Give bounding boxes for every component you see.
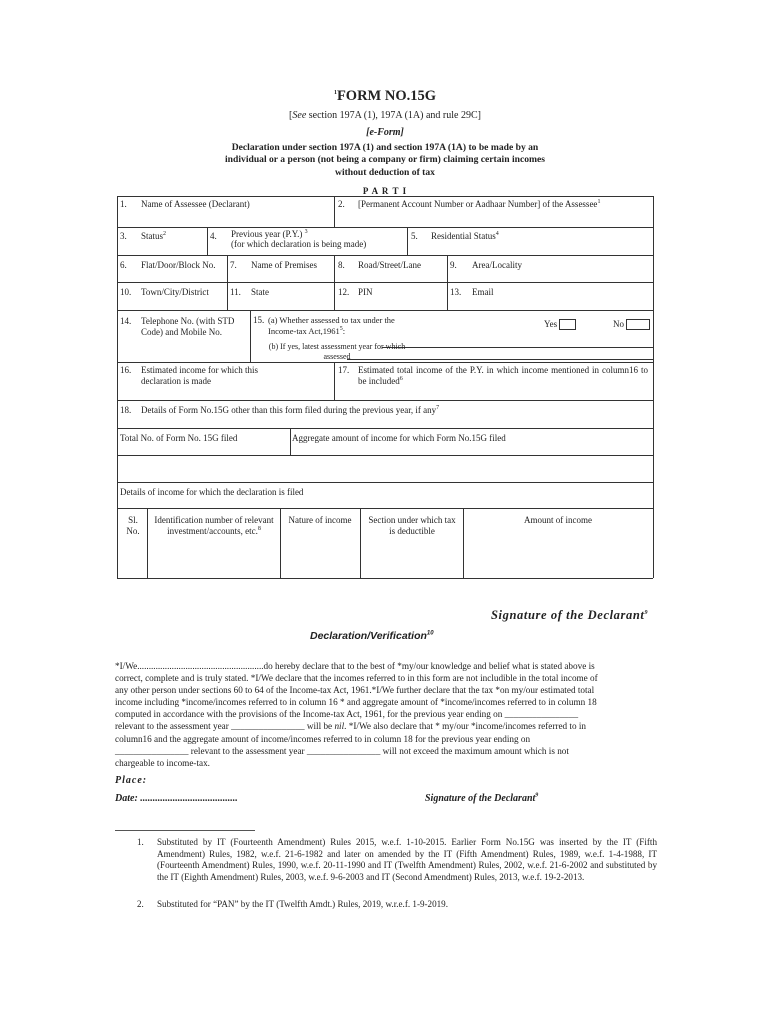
town-city-label: Town/City/District	[141, 287, 209, 297]
assessee-name-label: Name of Assessee (Declarant)	[141, 199, 250, 209]
field-3-number: 3.	[120, 231, 127, 241]
field-10-number: 10.	[120, 287, 132, 297]
yes-label: Yes	[544, 319, 558, 329]
road-street-label: Road/Street/Lane	[358, 260, 421, 270]
form-title: $^1$FORM NO.15G	[333, 88, 437, 104]
col-section: Section under which tax is deductible	[368, 515, 456, 536]
no-label: No	[613, 319, 624, 329]
declarant-signature-label: Signature of the Declarant$^9$	[491, 608, 649, 622]
latest-assessment-year-label: (b) If yes, latest assessment year for which assessed	[268, 342, 406, 361]
verification-heading: Declaration/Verification$^{10}$	[310, 630, 434, 642]
field-6-number: 6.	[120, 260, 127, 270]
footnote-1-text: Substituted by IT (Fourteenth Amendment) Rules 2015, w.e.f. 1-10-2015. Earlier Form No.15G was inserted by the IT (Fifth Amendment) Rules, 1982, w.e.f. 21-6-1982 and later on amended by the IT (Fifth Amendment) Rules, 1989, w.e.f. 1-4-1988, IT (Fourteenth Amendment) Rules, 1990, w.e.f. 20-11-1990 and IT (Twelfth Amendment) Rules, 2002, w.e.f. 21-6-2002 and substituted by the IT (Eighth Amendment) Rules, 2003, w.e.f. 9-6-2003 and IT (Second Amendment) Rules, 2013, w.e.f. 19-2-2013.	[157, 837, 657, 883]
field-16-number: 16.	[120, 365, 132, 375]
residential-status-label: Residential Status$^4$	[431, 231, 499, 241]
field-9-number: 9.	[450, 260, 457, 270]
field-13-number: 13.	[450, 287, 462, 297]
previous-year-note: (for which declaration is being made)	[231, 239, 367, 249]
col-sl-no: Sl. No.	[126, 515, 140, 536]
form-reference: [See section 197A (1), 197A (1A) and rule 29C]	[289, 110, 481, 121]
eform-label: [e-Form]	[366, 127, 404, 138]
col-nature-of-income: Nature of income	[288, 515, 352, 525]
assessed-to-tax-label: (a) Whether assessed to tax under the Income-tax Act,1961$^5$:	[268, 315, 395, 336]
previous-forms-label: Details of Form No.15G other than this form filed during the previous year, if any$^7$	[141, 405, 440, 415]
declaration-paragraph: *I/We.......................................................do hereby declare that to the best of *my/our knowledge and belief what is stated above is correct, complete and is truly stated. *I/We declare that the incomes referred to in this form are not includible in the total income of any other person under sections 60 to 64 of the Income-tax Act, 1961.*I/We further declare that the tax *on my/our estimated total income including *income/incomes referred to in column 16 * and aggregate amount of *income/incomes referred to in column 18 computed in accordance with the provisions of the Income-tax Act, 1961, for the previous year ending on ________________ relevant to the assessment year ________________ will be nil. *I/We also declare that * my/our *income/incomes referred to in column16 and the aggregate amount of income/incomes referred to in column 18 for the previous year ending on ________________ relevant to the assessment year ________________ will not exceed the maximum amount which is not chargeable to income-tax.	[115, 661, 598, 768]
area-locality-label: Area/Locality	[472, 260, 522, 270]
flat-door-label: Flat/Door/Block No.	[141, 260, 216, 270]
pan-aadhaar-label: [Permanent Account Number or Aadhaar Number] of the Assessee$^1$	[358, 199, 601, 209]
income-details-label: Details of income for which the declaration is filed	[120, 487, 304, 497]
field-18-number: 18.	[120, 405, 132, 415]
estimated-total-income-label: Estimated total income of the P.Y. in which income mentioned in column16 to be included$^6$	[358, 365, 648, 386]
field-8-number: 8.	[338, 260, 345, 270]
part-label: P A R T I	[362, 186, 408, 196]
date-label: Date: .......................................	[115, 793, 238, 804]
field-12-number: 12.	[338, 287, 350, 297]
footnote-2-text: Substituted for “PAN” by the IT (Twelfth Amdt.) Rules, 2019, w.r.e.f. 1-9-2019.	[157, 899, 449, 909]
place-label: Place:	[115, 775, 148, 786]
footnote-separator	[115, 830, 255, 831]
field-14-number: 14.	[120, 316, 132, 326]
total-forms-label: Total No. of Form No. 15G filed	[120, 433, 238, 443]
status-label: Status$^2$	[141, 231, 167, 241]
pin-label: PIN	[358, 287, 373, 297]
telephone-label: Telephone No. (with STD Code) and Mobile No.	[141, 316, 235, 337]
field-15-number: 15.	[253, 315, 265, 325]
aggregate-amount-label: Aggregate amount of income for which Form No.15G filed	[292, 433, 506, 443]
field-7-number: 7.	[230, 260, 237, 270]
field-11-number: 11.	[230, 287, 241, 297]
footnote-1-number: 1.	[137, 837, 144, 847]
no-option[interactable]	[613, 319, 650, 330]
yes-checkbox[interactable]	[559, 319, 576, 330]
email-label: Email	[472, 287, 494, 297]
state-label: State	[251, 287, 269, 297]
col-amount-of-income: Amount of income	[524, 515, 592, 525]
field-17-number: 17.	[338, 365, 350, 375]
field-2-number: 2.	[338, 199, 345, 209]
field-1-number: 1.	[120, 199, 127, 209]
previous-year-label: Previous year (P.Y.) $^3$	[231, 229, 308, 239]
premises-label: Name of Premises	[251, 260, 317, 270]
footnote-2-number: 2.	[137, 899, 144, 909]
field-5-number: 5.	[411, 231, 418, 241]
no-checkbox[interactable]	[626, 319, 650, 330]
estimated-income-label: Estimated income for which this declaration is made	[141, 365, 258, 386]
declaration-heading: Declaration under section 197A (1) and section 197A (1A) to be made by an individual or a person (not being a company or firm) claiming certain incomes without deduction of tax	[225, 142, 545, 178]
col-identification-number: Identification number of relevant investment/accounts, etc.$^8$	[154, 515, 274, 536]
declarant-signature-bottom: Signature of the Declarant$^9$	[425, 792, 539, 804]
field-4-number: 4.	[210, 231, 217, 241]
yes-option[interactable]	[544, 319, 576, 330]
